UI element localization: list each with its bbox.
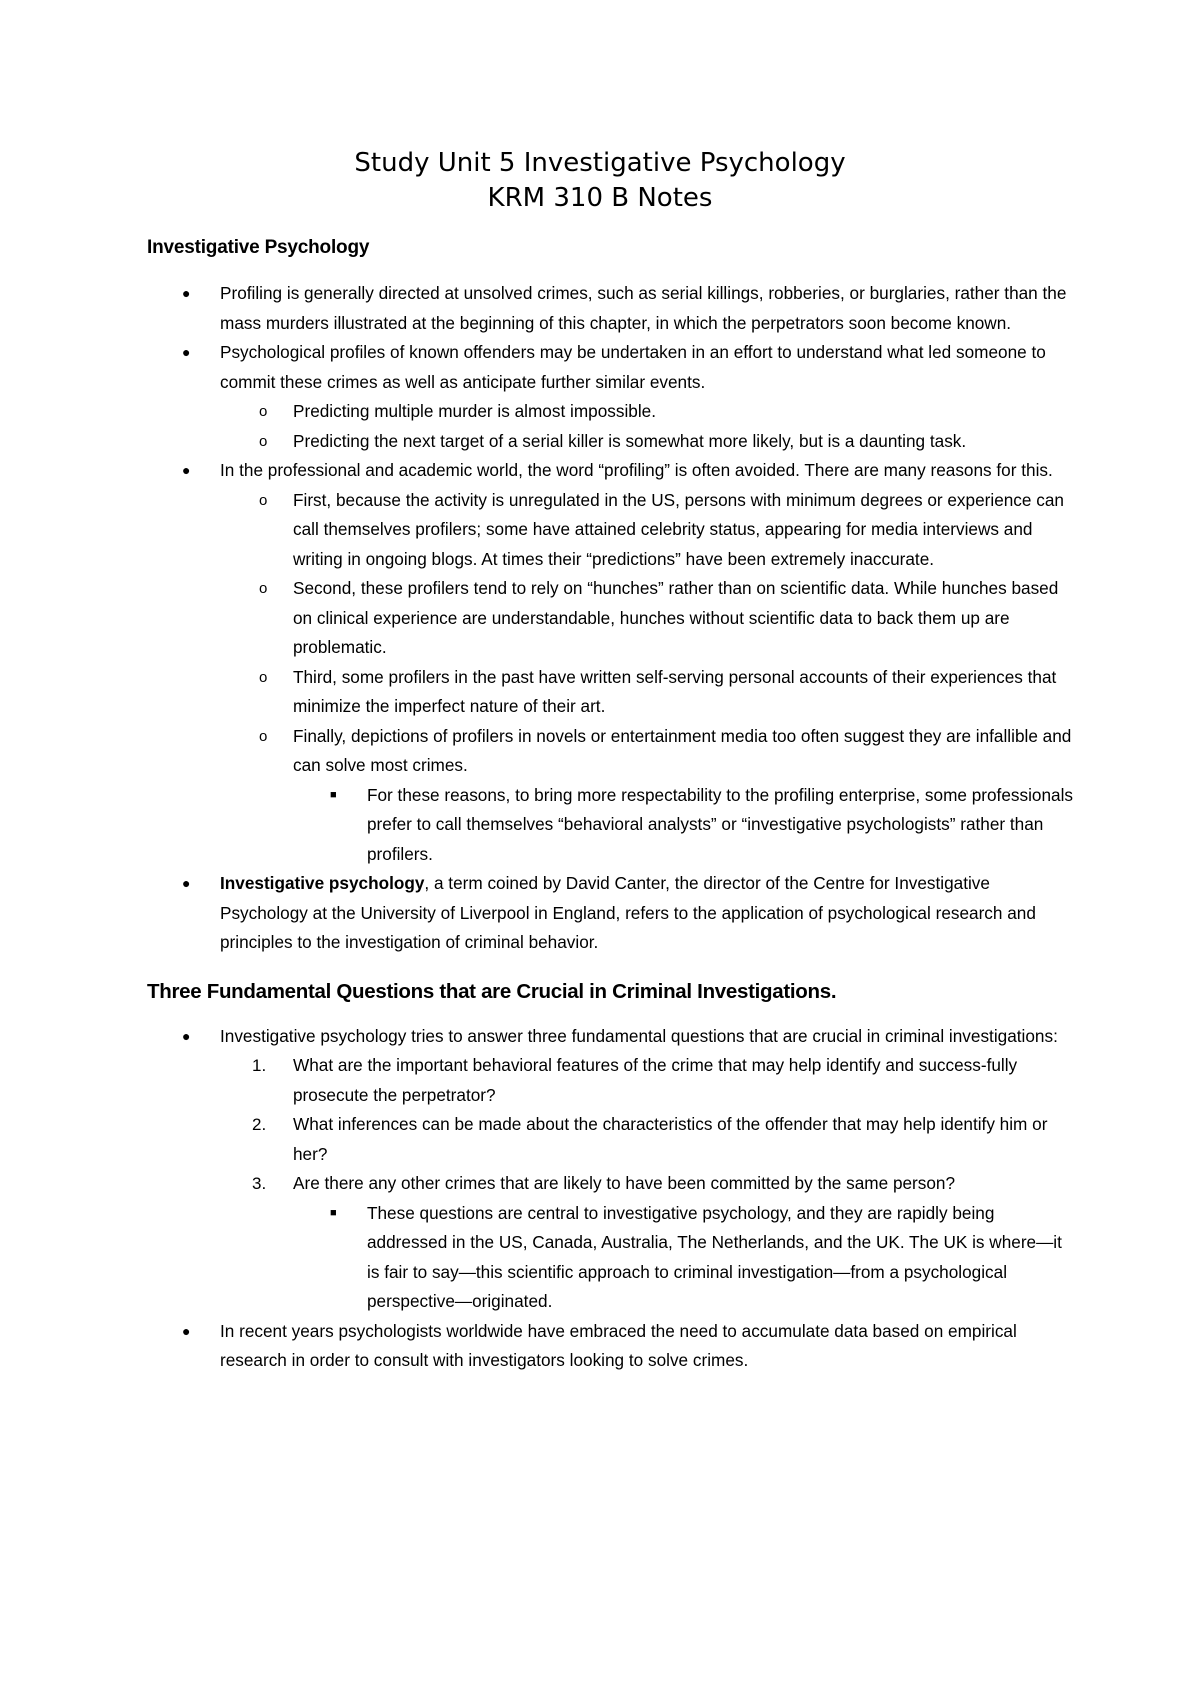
sub-list-item bbox=[147, 427, 1077, 457]
sub-list-item bbox=[147, 574, 1077, 663]
numbered-list-item bbox=[147, 1110, 1077, 1169]
term-bold: Investigative psychology bbox=[220, 873, 425, 893]
bullet-icon: ● bbox=[182, 285, 191, 301]
numbered-list-item bbox=[147, 1051, 1077, 1110]
section2-list bbox=[147, 1022, 1077, 1376]
bullet-icon: ● bbox=[182, 1027, 191, 1044]
document-title: Study Unit 5 Investigative Psychology bbox=[354, 148, 846, 178]
list-item-text: Finally, depictions of profilers in novels or entertainment media too often suggest they are infallible and can solve most crimes. bbox=[293, 725, 1072, 775]
list-item bbox=[147, 1022, 1077, 1052]
sub-sub-list-item bbox=[147, 781, 1077, 870]
sub-sub-list-item bbox=[147, 1199, 1077, 1317]
sub-list-item bbox=[147, 397, 1077, 427]
hollow-bullet-icon: o bbox=[259, 432, 268, 450]
list-item-text: For these reasons, to bring more respectability to the profiling enterprise, some professionals prefer to call themselves “behavioral analysts” or “investigative psychologists” rather than profilers. bbox=[367, 784, 1073, 864]
list-item-text: First, because the activity is unregulated in the US, persons with minimum degrees or experience can call themselves profilers; some have attained celebrity status, appearing for media interviews and writing in ongoing blogs. At times their “predictions” have been extremely inaccurate. bbox=[293, 489, 1064, 569]
document-body bbox=[147, 237, 1077, 1376]
numbered-list-item bbox=[147, 1169, 1077, 1199]
list-number: 2. bbox=[252, 1115, 267, 1134]
section-heading-fundamental-questions: Three Fundamental Questions that are Crucial in Criminal Investigations. bbox=[147, 979, 837, 1003]
document-subtitle: KRM 310 B Notes bbox=[487, 183, 713, 213]
hollow-bullet-icon: o bbox=[259, 727, 268, 745]
list-item-text: Psychological profiles of known offenders may be undertaken in an effort to understand what led someone to commit these crimes as well as anticipate further similar events. bbox=[220, 342, 1046, 392]
list-item bbox=[147, 338, 1077, 397]
list-number: 3. bbox=[252, 1174, 267, 1193]
hollow-bullet-icon: o bbox=[259, 403, 268, 420]
list-item bbox=[147, 279, 1077, 338]
list-item-text: Investigative psychology tries to answer three fundamental questions that are crucial in criminal investigations: bbox=[220, 1025, 1058, 1046]
section1-list bbox=[147, 279, 1077, 958]
list-item-text: In recent years psychologists worldwide have embraced the need to accumulate data based on empirical research in order to consult with investigators looking to solve crimes. bbox=[220, 1320, 1017, 1370]
hollow-bullet-icon: o bbox=[259, 491, 268, 509]
list-item-text: Predicting the next target of a serial killer is somewhat more likely, but is a daunting task. bbox=[293, 430, 967, 451]
list-item-text: , a term coined by David Canter, the director of the Centre for Investigative Psychology at the University of Liverpool in England, refers to the application of psychological research and principles to the investigation of criminal behavior. bbox=[220, 873, 1036, 952]
square-bullet-icon: ■ bbox=[330, 788, 337, 801]
sub-list-item bbox=[147, 663, 1077, 722]
bullet-icon: ● bbox=[182, 462, 191, 478]
list-item-text: Second, these profilers tend to rely on “hunches” rather than on scientific data. While hunches based on clinical experience are understandable, hunches without scientific data to back them up are problematic. bbox=[293, 578, 1059, 657]
sub-list-item bbox=[147, 486, 1077, 575]
list-item-text: In the professional and academic world, the word “profiling” is often avoided. There are many reasons for this. bbox=[220, 460, 1053, 480]
hollow-bullet-icon: o bbox=[259, 580, 268, 597]
list-item-text: What inferences can be made about the characteristics of the offender that may help identify him or her? bbox=[293, 1114, 1048, 1164]
sub-list-item bbox=[147, 722, 1077, 781]
list-item-text: These questions are central to investigative psychology, and they are rapidly being addressed in the US, Canada, Australia, The Netherlands, and the UK. The UK is where—it is fair to say—this scientific approach to criminal investigation—from a psychological perspective—originated. bbox=[367, 1202, 1062, 1311]
list-item bbox=[147, 456, 1077, 486]
hollow-bullet-icon: o bbox=[259, 668, 268, 686]
list-item-text: Third, some profilers in the past have written self-serving personal accounts of their experiences that minimize the imperfect nature of their art. bbox=[293, 666, 1057, 716]
section-heading-investigative-psychology: Investigative Psychology bbox=[147, 237, 370, 258]
list-number: 1. bbox=[252, 1056, 267, 1075]
bullet-icon: ● bbox=[182, 344, 191, 360]
bullet-icon: ● bbox=[182, 875, 191, 891]
list-item bbox=[147, 869, 1077, 958]
square-bullet-icon: ■ bbox=[330, 1206, 337, 1219]
list-item-text: Are there any other crimes that are likely to have been committed by the same person? bbox=[293, 1173, 956, 1193]
list-item bbox=[147, 1317, 1077, 1376]
list-item-text: Predicting multiple murder is almost impossible. bbox=[293, 401, 656, 421]
bullet-icon: ● bbox=[182, 1322, 191, 1339]
list-item-text: What are the important behavioral features of the crime that may help identify and success-fully prosecute the perpetrator? bbox=[293, 1055, 1018, 1105]
list-item-text: Profiling is generally directed at unsolved crimes, such as serial killings, robberies, or burglaries, rather than the mass murders illustrated at the beginning of this chapter, in which the perpetrators soon become known. bbox=[220, 283, 1067, 333]
